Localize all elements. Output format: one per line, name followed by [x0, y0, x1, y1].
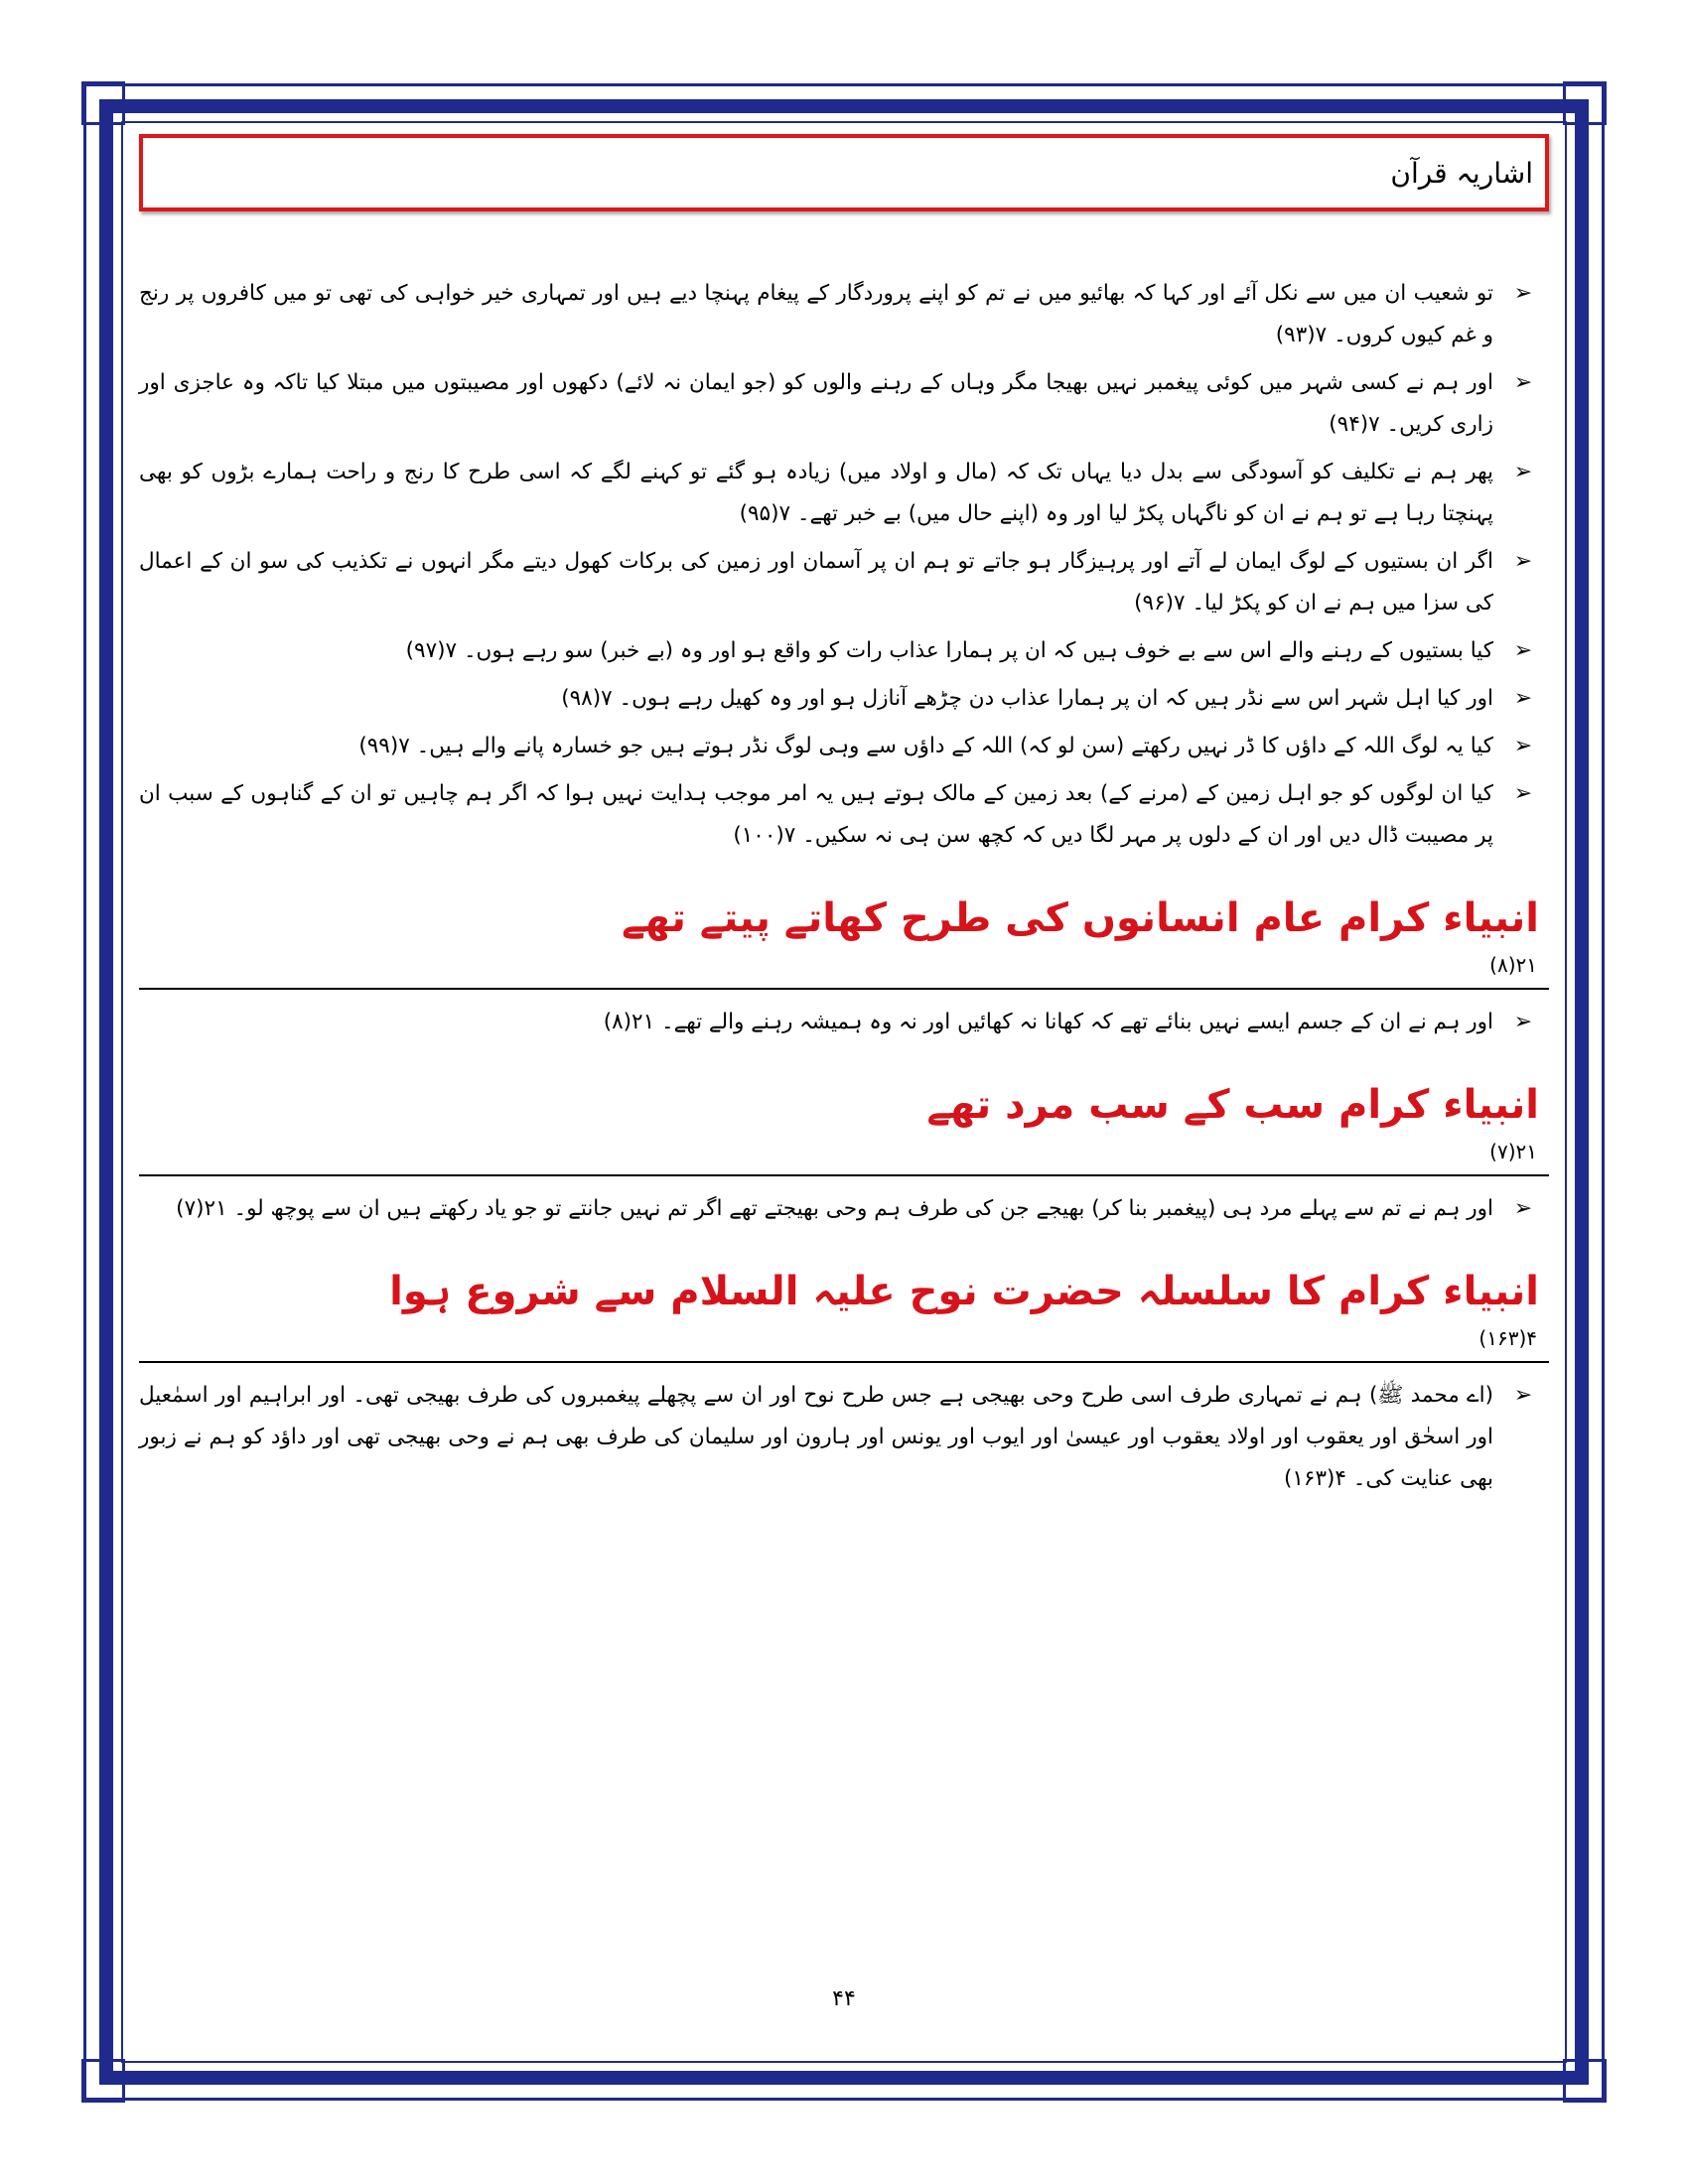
- item-text: کیا بستیوں کے رہنے والے اس سے بے خوف ہیں کہ ان پر ہمارا عذاب رات کو واقع ہو اور وہ (بے خبر) سو رہے ہوں۔: [463, 638, 1493, 663]
- section-heading: انبیاء کرام عام انسانوں کی طرح کھاتے پیتے تھے: [621, 895, 1539, 941]
- item-text: اور ہم نے ان کے جسم ایسے نہیں بنائے تھے کہ کھانا نہ کھائیں اور نہ وہ ہمیشہ رہنے والے تھے۔: [661, 1010, 1493, 1034]
- border-corner-ornament: [1563, 81, 1607, 125]
- arrow-bullet-icon: ➢: [1513, 1010, 1533, 1034]
- border-corner-ornament: [1563, 2059, 1607, 2103]
- item-text: اور کیا اہل شہر اس سے نڈر ہیں کہ ان پر ہمارا عذاب دن چڑھے آنازل ہو اور وہ کھیل رہے ہوں۔: [619, 686, 1493, 711]
- list-item: [139, 726, 1549, 767]
- verse-reference: ۷(۱۰۰): [733, 823, 796, 848]
- verse-reference: ۷(۹۳): [1275, 323, 1328, 347]
- section-divider: [139, 988, 1549, 990]
- arrow-bullet-icon: ➢: [1513, 781, 1533, 806]
- item-text: کیا ان لوگوں کو جو اہل زمین کے (مرنے کے) بعد زمین کے مالک ہوتے ہیں یہ امر موجب ہدایت نہیں ہوا کہ اگر ہم چاہیں تو ان کے گناہوں کے سبب ان پر مصیبت ڈال دیں اور ان کے دلوں پر مہر لگا دیں کہ کچھ سن ہی نہ سکیں۔: [139, 781, 1493, 848]
- list-item: [139, 273, 1549, 356]
- section-reference: ۲۱(۷): [1489, 1140, 1537, 1163]
- section-heading: انبیاء کرام کا سلسلہ حضرت نوح علیہ السلام سے شروع ہوا: [389, 1269, 1539, 1314]
- list-item: [139, 541, 1549, 624]
- list-item: [139, 678, 1549, 720]
- header-title: اشاریہ قرآن: [1390, 156, 1533, 190]
- item-text: تو شعیب ان میں سے نکل آئے اور کہا کہ بھائیو میں نے تم کو اپنے پروردگار کے پیغام پہنچا دیے ہیں اور تمہاری خیر خواہی کی تھی تو میں کافروں پر رنج و غم کیوں کروں۔: [139, 281, 1493, 347]
- page-number: ۴۴: [832, 1986, 856, 2011]
- verse-reference: ۷(۹۷): [405, 638, 458, 663]
- arrow-bullet-icon: ➢: [1513, 638, 1533, 663]
- arrow-bullet-icon: ➢: [1513, 686, 1533, 711]
- arrow-bullet-icon: ➢: [1513, 1196, 1533, 1221]
- item-text: اور ہم نے تم سے پہلے مرد ہی (پیغمبر بنا کر) بھیجے جن کی طرف ہم وحی بھیجتے تھے اگر تم نہیں جانتے تو جو یاد رکھتے ہیں ان سے پوچھ لو۔: [233, 1196, 1493, 1221]
- verse-reference: ۷(۹۴): [1329, 412, 1380, 437]
- verse-reference: ۷(۹۹): [358, 734, 410, 758]
- verse-reference: ۴(۱۶۳): [1283, 1466, 1346, 1491]
- list-item: [139, 630, 1549, 672]
- list-item: [139, 362, 1549, 446]
- section-reference: ۴(۱۶۳): [1478, 1326, 1537, 1350]
- intro-list: [139, 273, 1549, 857]
- item-text: کیا یہ لوگ اللہ کے داؤں کا ڈر نہیں رکھتے (سن لو کہ) اللہ کے داؤں سے وہی لوگ نڈر ہوتے ہیں جو خسارہ پانے والے ہیں۔: [416, 734, 1493, 758]
- border-corner-ornament: [81, 2059, 125, 2103]
- verse-reference: ۷(۹۵): [739, 501, 791, 526]
- arrow-bullet-icon: ➢: [1513, 281, 1533, 306]
- arrow-bullet-icon: ➢: [1513, 1383, 1533, 1408]
- arrow-bullet-icon: ➢: [1513, 370, 1533, 395]
- item-text: (اے محمد ﷺ) ہم نے تمہاری طرف اسی طرح وحی بھیجی ہے جس طرح نوح اور ان سے پچھلے پیغمبروں کی طرف بھیجی تھی۔ اور ابراہیم اور اسمٰعیل اور اسحٰق اور یعقوب اور اولاد یعقوب اور عیسیٰ اور ایوب اور یونس اور ہارون اور سلیمان کی طرف بھی ہم نے وحی بھیجی تھی اور داؤد کو ہم نے زبور بھی عنایت کی۔: [139, 1383, 1493, 1491]
- arrow-bullet-icon: ➢: [1513, 460, 1533, 484]
- section-heading: انبیاء کرام سب کے سب مرد تھے: [926, 1082, 1539, 1128]
- document-page: [139, 134, 1549, 2050]
- arrow-bullet-icon: ➢: [1513, 734, 1533, 758]
- list-item: [139, 1188, 1549, 1230]
- verse-reference: ۷(۹۸): [561, 686, 613, 711]
- list-item: [139, 773, 1549, 857]
- list-item: [139, 452, 1549, 535]
- section-reference: ۲۱(۸): [1489, 953, 1537, 977]
- verse-reference: ۲۱(۷): [176, 1196, 227, 1221]
- list-item: [139, 1375, 1549, 1500]
- section-divider: [139, 1174, 1549, 1176]
- item-text: اور ہم نے کسی شہر میں کوئی پیغمبر نہیں بھیجا مگر وہاں کے رہنے والوں کو (جو ایمان نہ لائے) دکھوں اور مصیبتوں میں مبتلا کیا تاکہ وہ عاجزی اور زاری کریں۔: [139, 370, 1493, 437]
- item-text: پھر ہم نے تکلیف کو آسودگی سے بدل دیا یہاں تک کہ (مال و اولاد میں) زیادہ ہو گئے تو کہنے لگے کہ اسی طرح کا رنج و راحت ہمارے بڑوں کو بھی پہنچتا رہا ہے تو ہم نے ان کو ناگہاں پکڑ لیا اور وہ (اپنے حال میں) بے خبر تھے۔: [139, 460, 1493, 526]
- arrow-bullet-icon: ➢: [1513, 549, 1533, 574]
- border-corner-ornament: [81, 81, 125, 125]
- verse-reference: ۷(۹۶): [1134, 591, 1186, 615]
- item-text: اگر ان بستیوں کے لوگ ایمان لے آتے اور پرہیزگار ہو جاتے تو ہم ان پر آسمان اور زمین کی برکات کھول دیتے مگر انہوں نے تکذیب کی سو ان کے اعمال کی سزا میں ہم نے ان کو پکڑ لیا۔: [139, 549, 1493, 615]
- section-divider: [139, 1361, 1549, 1363]
- header-box: [139, 134, 1549, 211]
- verse-reference: ۲۱(۸): [603, 1010, 655, 1034]
- list-item: [139, 1002, 1549, 1043]
